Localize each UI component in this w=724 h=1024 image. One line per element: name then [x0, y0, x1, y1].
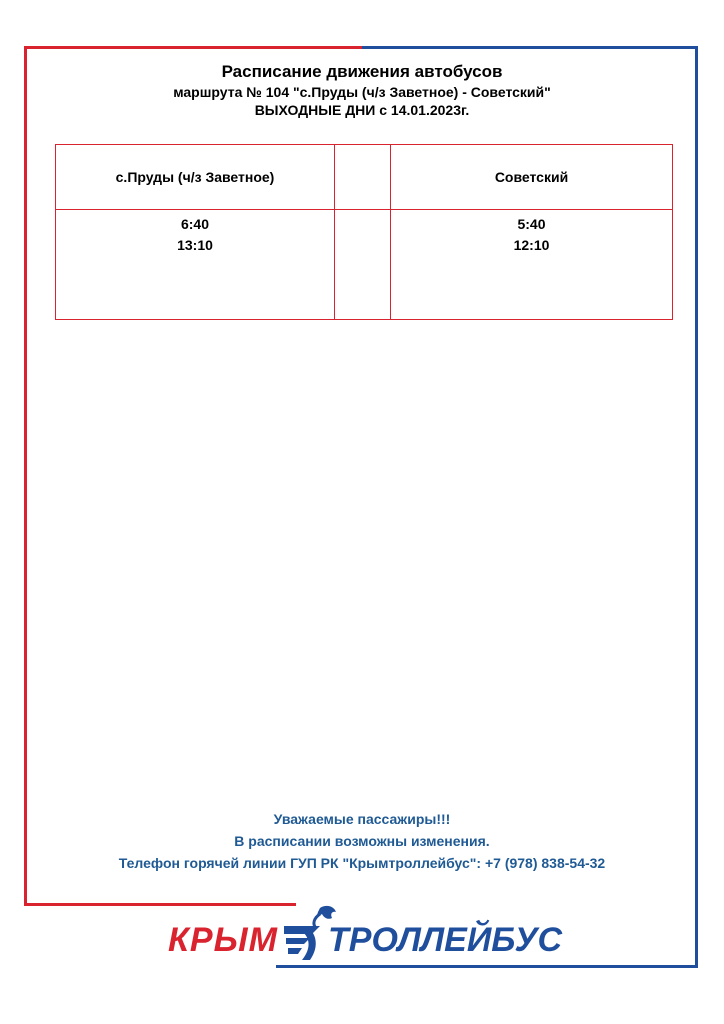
passenger-notice	[0, 808, 724, 874]
schedule-header	[0, 61, 724, 119]
table-row	[56, 210, 673, 320]
spacer-header-cell	[335, 145, 391, 210]
frame-top-red	[24, 46, 362, 49]
departure-time: 5:40	[517, 216, 546, 232]
notice-hotline: Телефон горячей линии ГУП РК "Крымтроллейбус": +7 (978) 838-54-32	[118, 855, 606, 871]
notice-greeting: Уважаемые пассажиры!!!	[273, 811, 451, 827]
left-stop-header: с.Пруды (ч/з Заветное)	[56, 145, 335, 210]
table-header-row	[56, 145, 673, 210]
spacer-cell	[335, 210, 391, 320]
left-times-cell	[56, 210, 335, 320]
departure-time: 6:40	[180, 216, 210, 232]
departure-time: 13:10	[177, 237, 213, 253]
schedule-table	[55, 144, 673, 320]
frame-top-blue	[362, 46, 698, 49]
logo-text-krym: КРЫМ	[168, 921, 278, 959]
company-logo	[168, 902, 563, 968]
route-subtitle: маршрута № 104 "с.Пруды (ч/з Заветное) - Советский"	[173, 84, 551, 100]
right-times-cell	[391, 210, 673, 320]
logo-text-trolleybus: ТРОЛЛЕЙБУС	[328, 921, 563, 959]
days-subtitle: ВЫХОДНЫЕ ДНИ с 14.01.2023г.	[254, 102, 470, 118]
right-stop-header: Советский	[391, 145, 673, 210]
page-title: Расписание движения автобусов	[221, 62, 503, 81]
departure-time: 12:10	[513, 237, 550, 253]
notice-changes: В расписании возможны изменения.	[234, 833, 490, 849]
frame-left-red	[24, 46, 27, 906]
